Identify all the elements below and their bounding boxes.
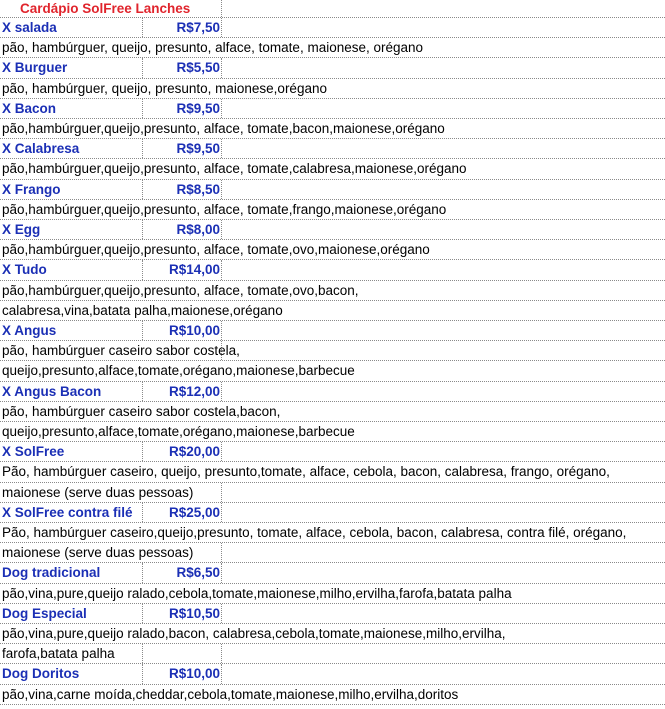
item-name: X Tudo (2, 262, 47, 278)
item-description-row (0, 483, 665, 503)
column-divider (221, 321, 222, 340)
item-price: R$14,00 (168, 262, 220, 278)
column-divider (221, 220, 222, 239)
column-divider (221, 0, 222, 17)
item-description: Pão, hambúrguer caseiro, queijo, presunto,tomate, alface, cebola, bacon, calabresa, frango, orégano, (2, 464, 610, 480)
column-divider (221, 18, 222, 37)
menu-title: Cardápio SolFree Lanches (20, 1, 191, 16)
item-description: pão, hambúrguer, queijo, presunto, maionese,orégano (2, 80, 327, 96)
item-description: pão,hambúrguer,queijo,presunto, alface, tomate,calabresa,maionese,orégano (2, 161, 467, 177)
item-description: pão,hambúrguer,queijo,presunto, alface, tomate,ovo,maionese,orégano (2, 242, 430, 258)
item-price: R$12,00 (168, 383, 220, 399)
item-price: R$9,50 (176, 100, 220, 116)
item-description-row (0, 361, 665, 381)
item-description: pão,vina,carne moída,cheddar,cebola,tomate,maionese,milho,ervilha,doritos (2, 686, 459, 702)
menu-item-row (0, 99, 665, 119)
item-description-row (0, 341, 665, 361)
item-description: queijo,presunto,alface,tomate,orégano,maionese,barbecue (2, 424, 355, 440)
item-name: X Angus Bacon (2, 383, 102, 399)
column-divider (142, 604, 143, 623)
item-name: Dog tradicional (2, 565, 101, 581)
menu-item-row (0, 503, 665, 523)
column-divider (221, 442, 222, 461)
menu-item-row (0, 139, 665, 159)
item-description: pão, hambúrguer caseiro sabor costela,bacon, (2, 403, 281, 419)
item-description: queijo,presunto,alface,tomate,orégano,maionese,barbecue (2, 363, 355, 379)
item-description: pão, hambúrguer caseiro sabor costela, (2, 343, 240, 359)
item-description: pão,hambúrguer,queijo,presunto, alface, tomate,ovo,bacon, (2, 282, 359, 298)
menu-item-row (0, 18, 665, 38)
column-divider (142, 220, 143, 239)
column-divider (142, 321, 143, 340)
menu-item-row (0, 58, 665, 78)
column-divider (142, 644, 143, 663)
column-divider (142, 503, 143, 522)
item-description-row (0, 402, 665, 422)
title-row (0, 0, 665, 18)
item-description: pão,hambúrguer,queijo,presunto, alface, tomate,bacon,maionese,orégano (2, 121, 445, 137)
item-name: X Egg (2, 222, 41, 238)
item-description-row (0, 240, 665, 260)
column-divider (221, 139, 222, 158)
column-divider (221, 563, 222, 582)
column-divider (221, 99, 222, 118)
column-divider (142, 260, 143, 279)
item-name: X Calabresa (2, 141, 80, 157)
menu-item-row (0, 382, 665, 402)
column-divider (221, 58, 222, 77)
item-description: farofa,batata palha (2, 646, 115, 662)
item-price: R$6,50 (176, 565, 220, 581)
item-name: X Burguer (2, 60, 68, 76)
column-divider (142, 18, 143, 37)
item-description-row (0, 584, 665, 604)
column-divider (142, 139, 143, 158)
menu-item-row (0, 664, 665, 684)
menu-item-row (0, 220, 665, 240)
item-description-row (0, 38, 665, 58)
item-description-row (0, 159, 665, 179)
item-price: R$10,50 (168, 605, 220, 621)
column-divider (221, 664, 222, 683)
menu-item-row (0, 260, 665, 280)
column-divider (221, 483, 222, 502)
item-name: X Bacon (2, 100, 57, 116)
item-price: R$20,00 (168, 444, 220, 460)
menu-item-row (0, 563, 665, 583)
item-description: pão,vina,pure,queijo ralado,bacon, calabresa,cebola,tomate,maionese,milho,ervilha, (2, 626, 506, 642)
item-price: R$5,50 (176, 60, 220, 76)
item-price: R$8,50 (176, 181, 220, 197)
item-name: X Frango (2, 181, 61, 197)
item-price: R$10,00 (168, 323, 220, 339)
item-name: Dog Especial (2, 605, 87, 621)
menu-item-row (0, 442, 665, 462)
item-name: Dog Doritos (2, 666, 80, 682)
item-price: R$10,00 (168, 666, 220, 682)
column-divider (142, 180, 143, 199)
item-description-row (0, 79, 665, 99)
menu-item-row (0, 321, 665, 341)
menu-item-row (0, 604, 665, 624)
item-description-row (0, 462, 665, 482)
item-price: R$9,50 (176, 141, 220, 157)
item-description-row (0, 200, 665, 220)
item-name: X SolFree (2, 444, 65, 460)
column-divider (142, 382, 143, 401)
item-description: pão,hambúrguer,queijo,presunto, alface, tomate,frango,maionese,orégano (2, 201, 447, 217)
column-divider (142, 58, 143, 77)
column-divider (221, 260, 222, 279)
item-price: R$7,50 (176, 20, 220, 36)
item-description-row (0, 281, 665, 301)
item-description: Pão, hambúrguer caseiro,queijo,presunto, tomate, alface, cebola, bacon, calabresa, contra filé, orégano, (2, 525, 627, 541)
item-description-row (0, 119, 665, 139)
item-description-row (0, 624, 665, 644)
item-description-row (0, 644, 665, 664)
column-divider (142, 99, 143, 118)
item-description: maionese (serve duas pessoas) (2, 545, 194, 561)
item-name: X salada (2, 20, 57, 36)
item-description-row (0, 523, 665, 543)
column-divider (142, 442, 143, 461)
item-description-row (0, 543, 665, 563)
column-divider (221, 180, 222, 199)
column-divider (142, 664, 143, 683)
item-description-row (0, 685, 665, 705)
item-price: R$8,00 (176, 222, 220, 238)
item-price: R$25,00 (168, 504, 220, 520)
column-divider (221, 503, 222, 522)
item-description: pão,vina,pure,queijo ralado,cebola,tomate,maionese,milho,ervilha,farofa,batata palha (2, 585, 512, 601)
menu-item-row (0, 180, 665, 200)
item-description: pão, hambúrguer, queijo, presunto, alface, tomate, maionese, orégano (2, 40, 424, 56)
item-description: calabresa,vina,batata palha,maionese,orégano (2, 302, 283, 318)
column-divider (221, 644, 222, 663)
item-description: maionese (serve duas pessoas) (2, 484, 194, 500)
item-name: X Angus (2, 323, 57, 339)
item-description-row (0, 301, 665, 321)
column-divider (221, 604, 222, 623)
column-divider (221, 382, 222, 401)
column-divider (142, 563, 143, 582)
column-divider (221, 543, 222, 562)
item-description-row (0, 422, 665, 442)
item-name: X SolFree contra filé (2, 504, 133, 520)
